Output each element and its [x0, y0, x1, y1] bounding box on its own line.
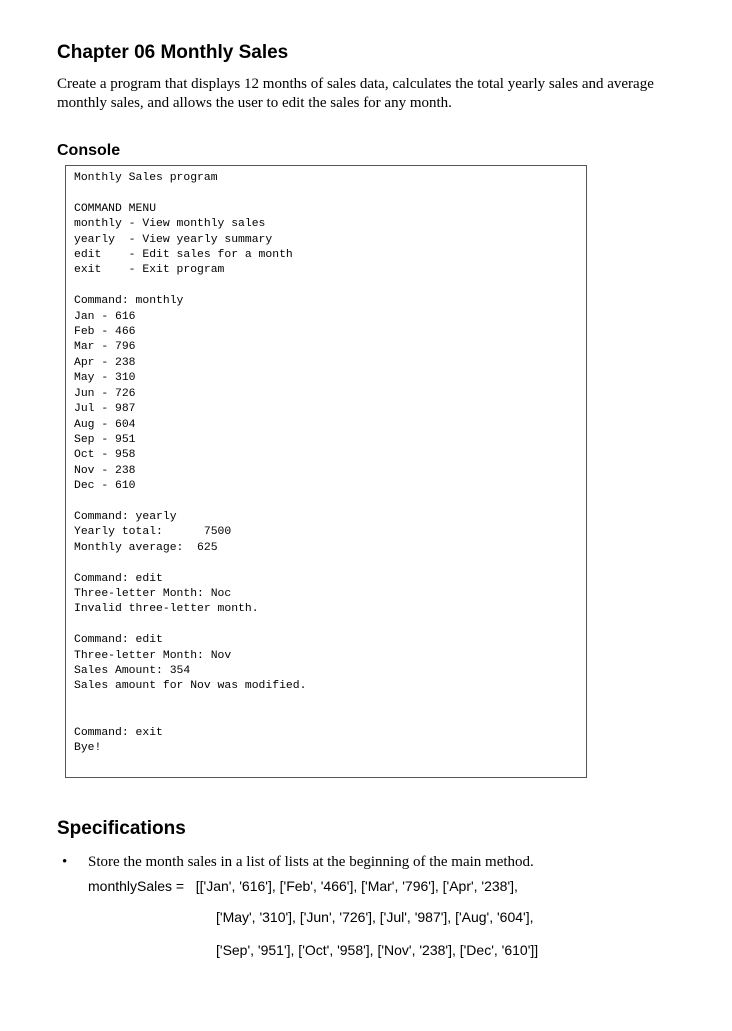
console-line: Command: monthly — [74, 295, 184, 308]
console-line: Sales amount for Nov was modified. — [74, 680, 307, 693]
console-line: Apr - 238 — [74, 356, 136, 369]
spec-item-text: Store the month sales in a list of lists at the beginning of the main method. — [88, 854, 534, 870]
console-line: monthly - View monthly sales — [74, 218, 266, 231]
console-line: Three-letter Month: Noc — [74, 587, 232, 600]
console-line: Sales Amount: 354 — [74, 665, 191, 677]
intro-paragraph: Create a program that displays 12 months of sales data, calculates the total yearly sales and average monthly sales, and allows the user to edit the sales for any month. — [57, 76, 654, 111]
code-line-3: ['Sep', '951'], ['Oct', '958'], ['Nov', '238'], ['Dec', '610']] — [216, 942, 539, 958]
console-line: Three-letter Month: Nov — [74, 649, 232, 662]
console-line: Bye! — [74, 742, 102, 755]
console-line: COMMAND MENU — [74, 202, 157, 215]
console-line: Aug - 604 — [74, 418, 136, 431]
console-line: Feb - 466 — [74, 326, 136, 339]
console-line: Mar - 796 — [74, 341, 136, 354]
console-line: Oct - 958 — [74, 449, 136, 462]
console-line: Sep - 951 — [74, 433, 136, 446]
console-line: Command: exit — [74, 726, 163, 739]
console-line: Yearly total: 7500 — [74, 526, 232, 539]
console-line: Invalid three-letter month. — [74, 603, 259, 616]
page-title: Chapter 06 Monthly Sales — [57, 42, 289, 63]
console-line: Jun - 726 — [74, 387, 136, 400]
bullet-icon: • — [62, 854, 68, 870]
console-line: Monthly average: 625 — [74, 541, 218, 554]
code-line-1: monthlySales = [['Jan', '616'], ['Feb', '466'], ['Mar', '796'], ['Apr', '238'], — [88, 878, 518, 894]
console-line: yearly - View yearly summary — [74, 233, 273, 246]
code-line-2: ['May', '310'], ['Jun', '726'], ['Jul', '987'], ['Aug', '604'], — [216, 909, 534, 925]
specifications-heading: Specifications — [57, 818, 186, 839]
console-heading: Console — [57, 142, 121, 159]
console-line: Command: yearly — [74, 510, 177, 523]
console-output-box — [65, 165, 587, 778]
console-line: Command: edit — [74, 634, 163, 647]
console-output-text — [74, 171, 306, 756]
console-line: Jan - 616 — [74, 310, 136, 323]
console-line: exit - Exit program — [74, 264, 225, 277]
console-line: Command: edit — [74, 572, 163, 585]
console-line: Nov - 238 — [74, 464, 136, 477]
console-line: edit - Edit sales for a month — [74, 249, 293, 262]
console-line: Dec - 610 — [74, 480, 136, 493]
console-line: Jul - 987 — [74, 403, 136, 416]
console-line: Monthly Sales program — [74, 172, 218, 184]
console-line: May - 310 — [74, 372, 136, 385]
